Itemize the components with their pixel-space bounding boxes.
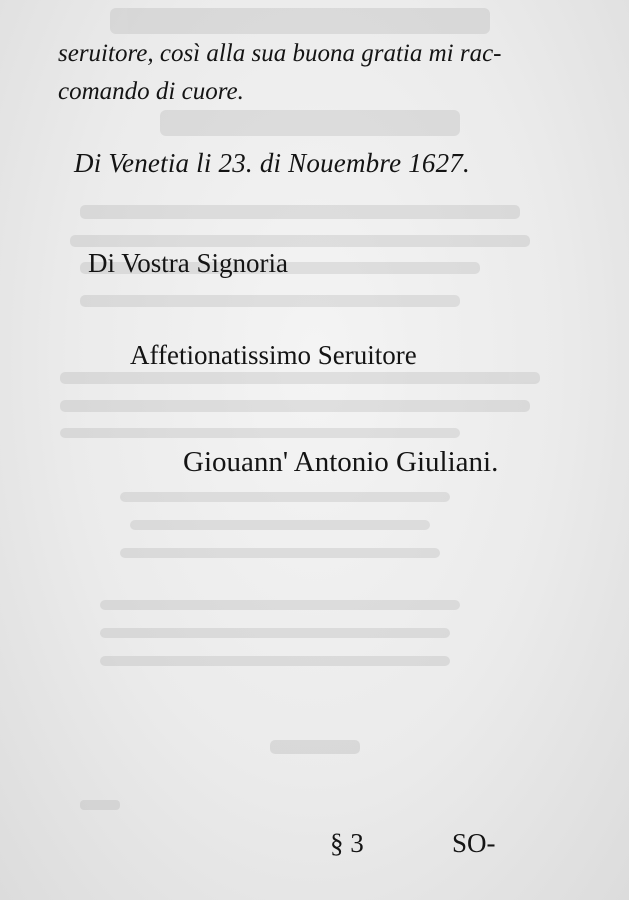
salutation: Di Vostra Signoria	[88, 248, 289, 278]
letter-text-line-1: seruitore, così alla sua buona gratia mi rac-	[58, 40, 502, 67]
letter-text-line-2: comando di cuore.	[58, 78, 244, 105]
dateline: Di Venetia li 23. di Nouembre 1627.	[74, 148, 470, 178]
signature-mark: § 3	[330, 828, 364, 858]
author-signature: Giouann' Antonio Giuliani.	[183, 446, 499, 478]
closing-formula: Affetionatissimo Seruitore	[130, 340, 417, 370]
catchword: SO-	[452, 828, 496, 858]
